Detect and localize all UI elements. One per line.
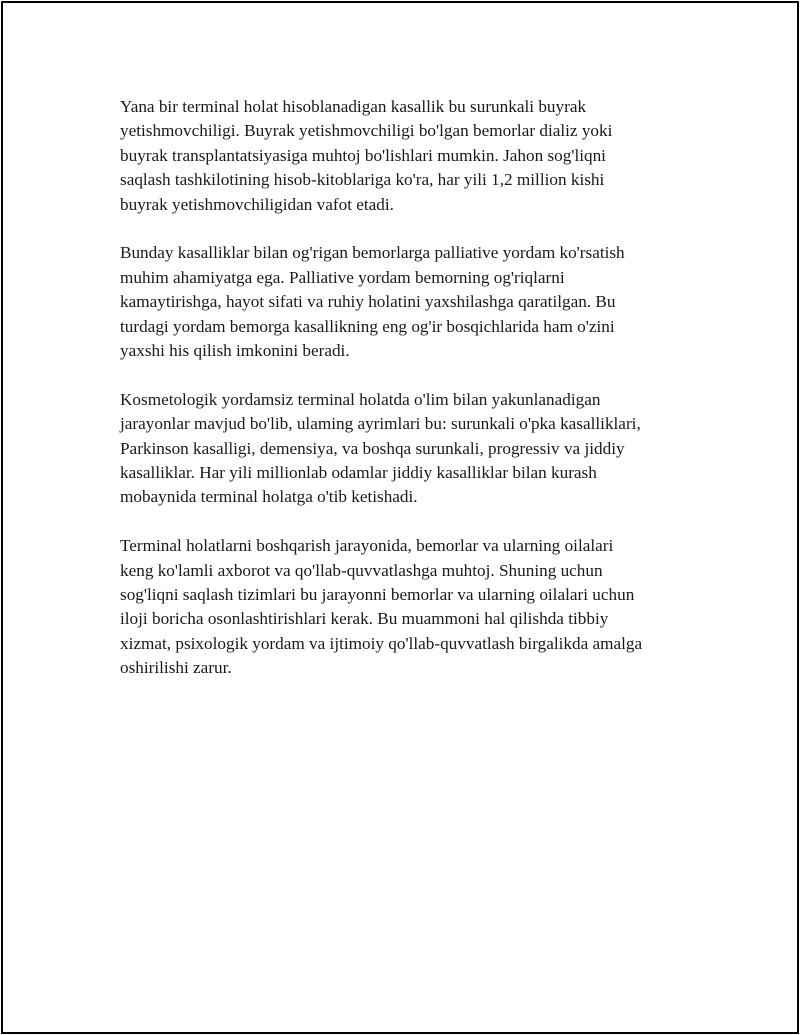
paragraph-terminal-diseases: Kosmetologik yordamsiz terminal holatda o'lim bilan yakunlanadigan jarayonlar mavjud bo'lib, ulaming ayrimlari bu: surunkali o'pka kasalliklari, Parkinson kasalligi, demensiya, va boshqa surunkali, progressiv va jiddiy kasalliklar. Har yili millionlab odamlar jiddiy kasalliklar bilan kurash mobaynida terminal holatga o'tib ketishadi. xyxy=(120,389,641,507)
paragraph-palliative-care: Bunday kasalliklar bilan og'rigan bemorlarga palliative yordam ko'rsatish muhim ahamiyatga ega. Palliative yordam bemorning og'riqlarni kamaytirishga, hayot sifati va ruhiy holatini yaxshilashga qaratilgan. Bu turdagi yordam bemorga kasallikning eng og'ir bosqichlarida ham o'zini yaxshi his qilish imkonini beradi. xyxy=(120,243,625,361)
paragraph-terminal-management: Terminal holatlarni boshqarish jarayonida, bemorlar va ularning oilalari keng ko'lamli axborot va qo'llab-quvvatlashga muhtoj. Shuning uchun sog'liqni saqlash tizimlari bu jarayonni bemorlar va ularning oilalari uchun iloji boricha osonlashtirishlari kerak. Bu muammoni hal qilishda tibbiy xizmat, psixologik yordam va ijtimoiy qo'llab-quvvatlash birgalikda amalga oshirilishi zarur. xyxy=(120,536,643,678)
paragraph-kidney-failure: Yana bir terminal holat hisoblanadigan kasallik bu surunkali buyrak yetishmovchiligi. Buyrak yetishmovchiligi bo'lgan bemorlar dializ yoki buyrak transplantatsiyasiga muhtoj bo'lishlari mumkin. Jahon sog'liqni saqlash tashkilotining hisob-kitoblariga ko'ra, har yili 1,2 million kishi buyrak yetishmovchiligidan vafot etadi. xyxy=(120,97,613,214)
document-body xyxy=(120,95,695,705)
document-page xyxy=(1,1,799,1034)
